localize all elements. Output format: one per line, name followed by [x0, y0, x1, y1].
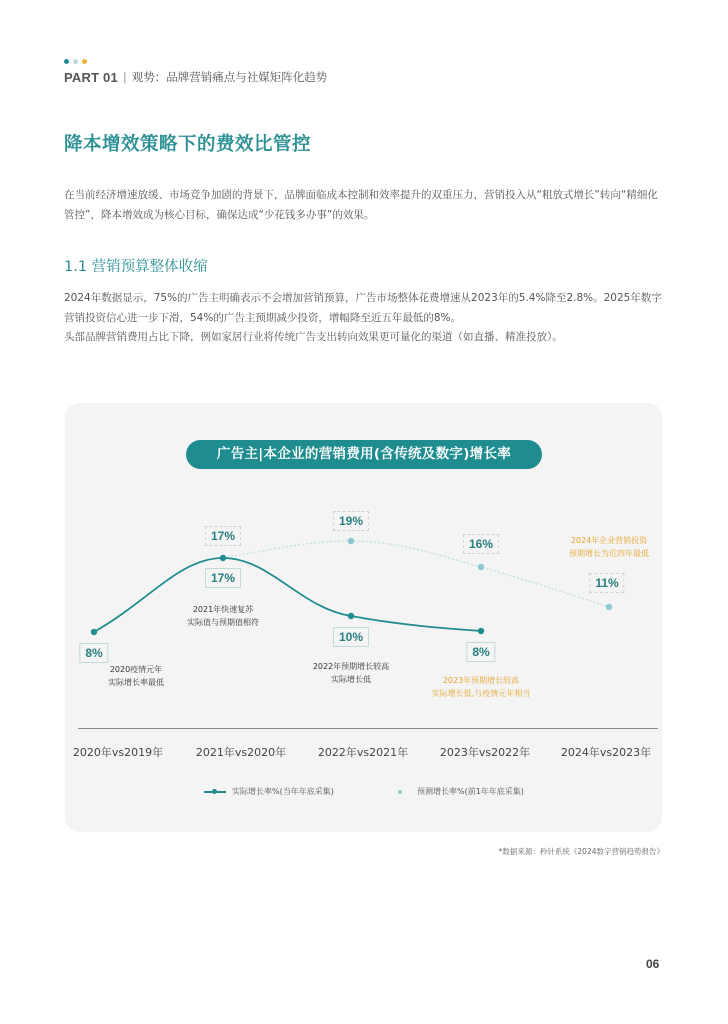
forecast-point-2024 [606, 604, 612, 610]
actual-label-2021: 17% [205, 568, 241, 588]
legend-dotted-line-icon [389, 790, 411, 794]
actual-point-2020 [91, 629, 97, 635]
x-tick-2020: 2020年vs2019年 [72, 746, 164, 759]
x-tick-2021: 2021年vs2020年 [195, 746, 287, 759]
actual-label-2020: 8% [79, 643, 108, 663]
forecast-line [223, 541, 609, 607]
chart-title: 广告主|本企业的营销费用(含传统及数字)增长率 [186, 440, 542, 469]
annotation-2020: 2020疫情元年 实际增长率最低 [108, 665, 164, 687]
x-tick-2024: 2024年vs2023年 [560, 746, 652, 759]
actual-label-2023: 8% [466, 642, 495, 662]
part-title: 观势：品牌营销痛点与社媒矩阵化趋势 [131, 70, 328, 84]
part-number: PART 01 [64, 69, 118, 85]
x-axis-line [78, 728, 658, 729]
body-line-1: 2024年数据显示，75%的广告主明确表示不会增加营销预算，广告市场整体花费增速从2023年的5.4%降至2.8%。2025年数字营销投资信心进一步下滑，54%的广告主预期减少投资，增幅降至近五年最低的8%。 [64, 292, 662, 324]
annotation-2022: 2022年预期增长较高 实际增长低 [312, 662, 390, 684]
data-source: *数据来源：秒针系统《2024数字营销趋势报告》 [498, 847, 664, 856]
actual-point-2021 [220, 555, 226, 561]
forecast-point-2022 [348, 538, 354, 544]
legend-forecast: 预测增长率%(前1年年底采集) [389, 786, 524, 797]
forecast-label-2024: 11% [589, 573, 624, 593]
forecast-label-2023: 16% [463, 534, 499, 554]
x-tick-2023: 2023年vs2022年 [439, 746, 531, 759]
forecast-label-2022: 19% [333, 511, 369, 531]
body-line-2: 头部品牌营销费用占比下降，例如家居行业将传统广告支出转向效果更可量化的渠道（如直播、精准投放）。 [64, 331, 563, 343]
actual-line [94, 558, 481, 632]
actual-point-2023 [478, 628, 484, 634]
legend-solid-line-icon [204, 791, 226, 793]
legend-actual: 实际增长率%(当年年底采集) [204, 786, 334, 797]
intro-paragraph: 在当前经济增速放缓、市场竞争加剧的背景下，品牌面临成本控制和效率提升的双重压力，营销投入从“粗放式增长”转向“精细化管控”，降本增效成为核心目标，确保达成“少花钱多办事”的效果。 [64, 189, 658, 221]
part-separator: | [122, 70, 127, 84]
annotation-2023: 2023年预期增长较高 实际增长低,与疫情元年相当 [431, 676, 531, 698]
subsection-title: 1.1 营销预算整体收缩 [64, 259, 208, 275]
section-title: 降本增效策略下的费效比管控 [64, 134, 312, 155]
x-tick-2022: 2022年vs2021年 [317, 746, 409, 759]
annotation-2024: 2024年企业营销投资 预期增长为近四年最低 [569, 536, 649, 558]
actual-label-2022: 10% [333, 627, 369, 647]
annotation-2021: 2021年快速复苏 实际值与预期值相符 [187, 605, 259, 627]
forecast-point-2023 [478, 564, 484, 570]
page-number: 06 [646, 957, 660, 971]
forecast-label-2021: 17% [205, 526, 241, 546]
actual-point-2022 [348, 613, 354, 619]
